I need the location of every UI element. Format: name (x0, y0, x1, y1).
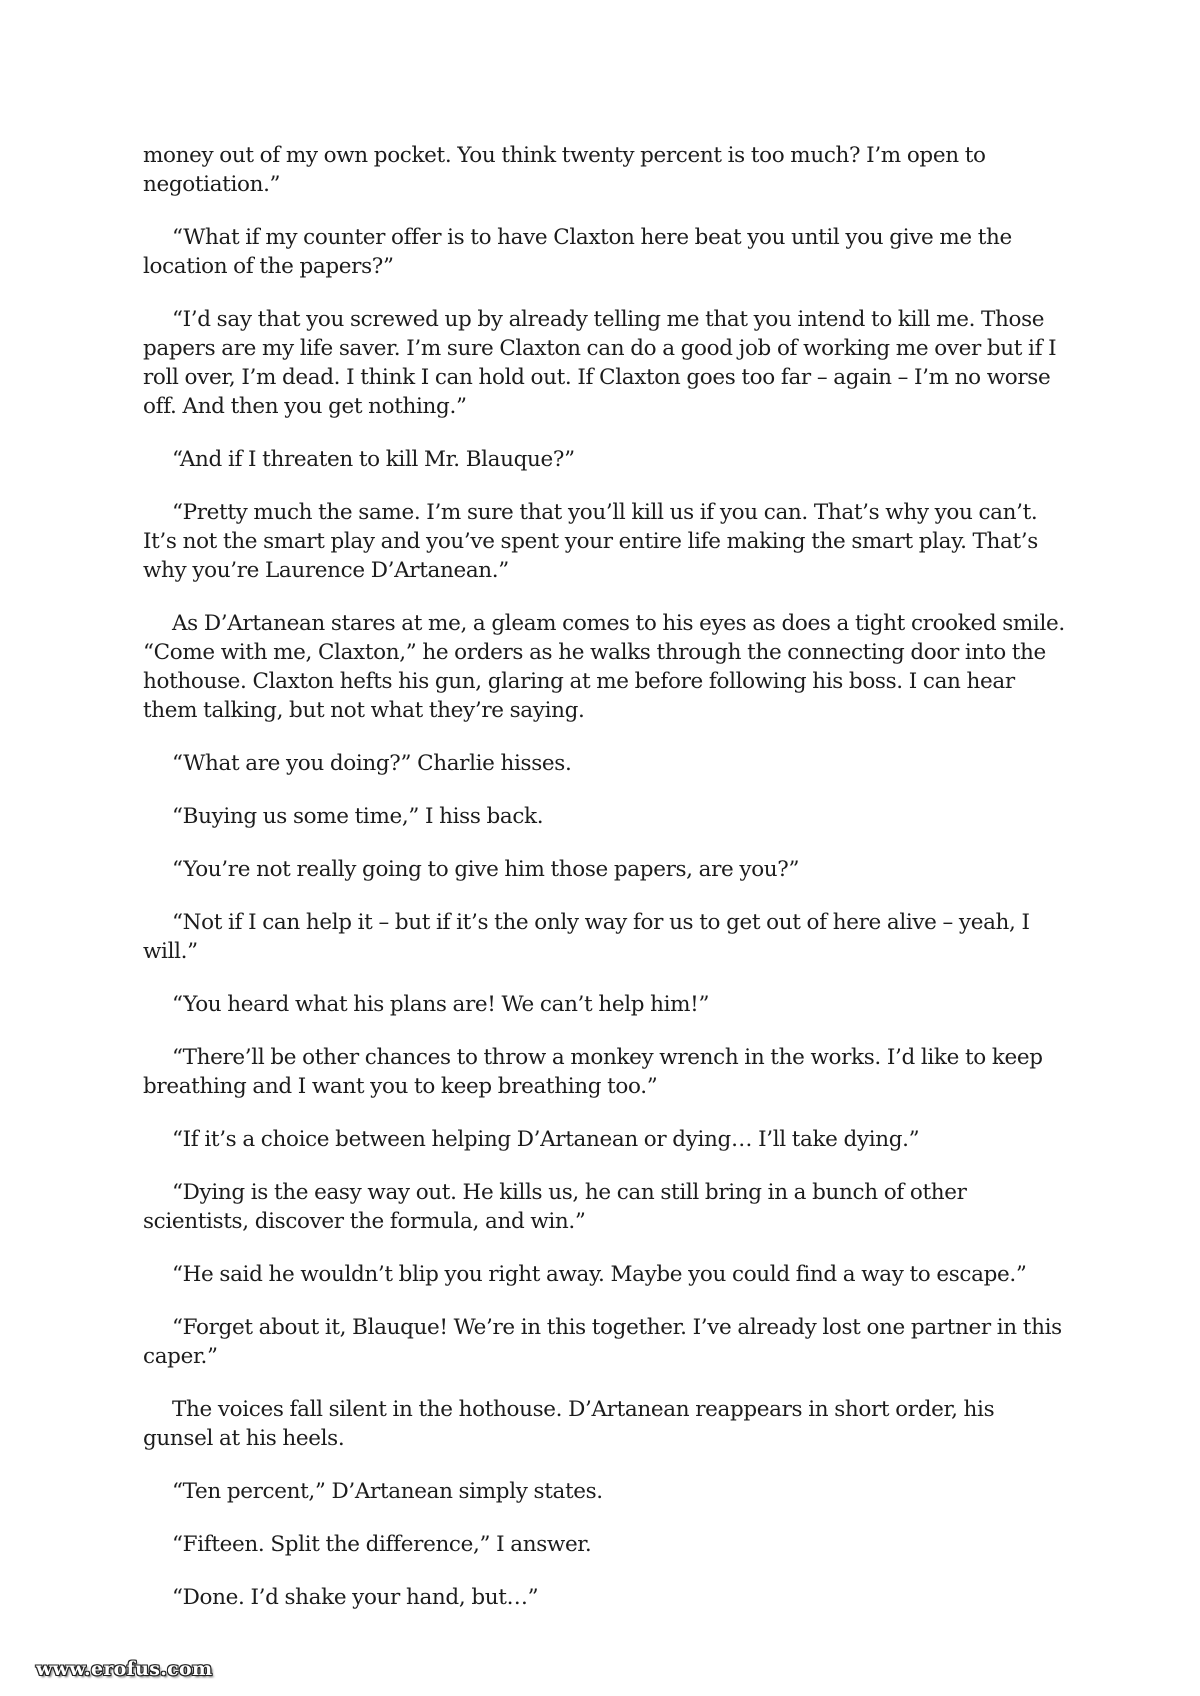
paragraph: “You heard what his plans are! We can’t help him!” (172, 992, 710, 1017)
paragraph-continuation: money out of my own pocket. You think twenty percent is too much? I’m open to negotiation.” (143, 143, 986, 197)
paragraph: “He said he wouldn’t blip you right away. Maybe you could find a way to escape.” (172, 1262, 1027, 1287)
paragraph: “I’d say that you screwed up by already telling me that you intend to kill me. Those papers are my life saver. I’m sure Claxton can do a good job of working me over but if I roll over, I’m dead. I think I can hold out. If Claxton goes too far – again – I’m no worse off. And then you get nothing.” (143, 307, 1057, 419)
paragraph: “There’ll be other chances to throw a monkey wrench in the works. I’d like to keep breathing and I want you to keep breathing too.” (143, 1045, 1043, 1099)
paragraph: “What if my counter offer is to have Claxton here beat you until you give me the location of the papers?” (143, 225, 1012, 279)
paragraph: “Fifteen. Split the difference,” I answer. (172, 1532, 592, 1557)
story-text (143, 141, 1068, 1636)
paragraph: “Dying is the easy way out. He kills us, he can still bring in a bunch of other scientists, discover the formula, and win.” (143, 1180, 967, 1234)
paragraph: The voices fall silent in the hothouse. D’Artanean reappears in short order, his gunsel at his heels. (143, 1397, 995, 1451)
paragraph: “Pretty much the same. I’m sure that you’ll kill us if you can. That’s why you can’t. It’s not the smart play and you’ve spent your entire life making the smart play. That’s why you’re Laurence D’Artanean.” (143, 500, 1038, 583)
paragraph: As D’Artanean stares at me, a gleam comes to his eyes as does a tight crooked smile. “Come with me, Claxton,” he orders as he walks through the connecting door into the hothouse. Claxton hefts his gun, glaring at me before following his boss. I can hear them talking, but not what they’re saying. (143, 611, 1065, 723)
paragraph: “Done. I’d shake your hand, but…” (172, 1585, 539, 1610)
paragraph: “Ten percent,” D’Artanean simply states. (172, 1479, 603, 1504)
paragraph: “Not if I can help it – but if it’s the only way for us to get out of here alive – yeah, I will.” (143, 910, 1030, 964)
paragraph: “You’re not really going to give him those papers, are you?” (172, 857, 800, 882)
site-watermark: www.erofus.com (36, 1658, 213, 1680)
paragraph: “And if I threaten to kill Mr. Blauque?” (172, 447, 575, 472)
paragraph: “Buying us some time,” I hiss back. (172, 804, 544, 829)
paragraph: “Forget about it, Blauque! We’re in this together. I’ve already lost one partner in this caper.” (143, 1315, 1062, 1369)
paragraph: “What are you doing?” Charlie hisses. (172, 751, 572, 776)
paragraph: “If it’s a choice between helping D’Artanean or dying… I’ll take dying.” (172, 1127, 920, 1152)
